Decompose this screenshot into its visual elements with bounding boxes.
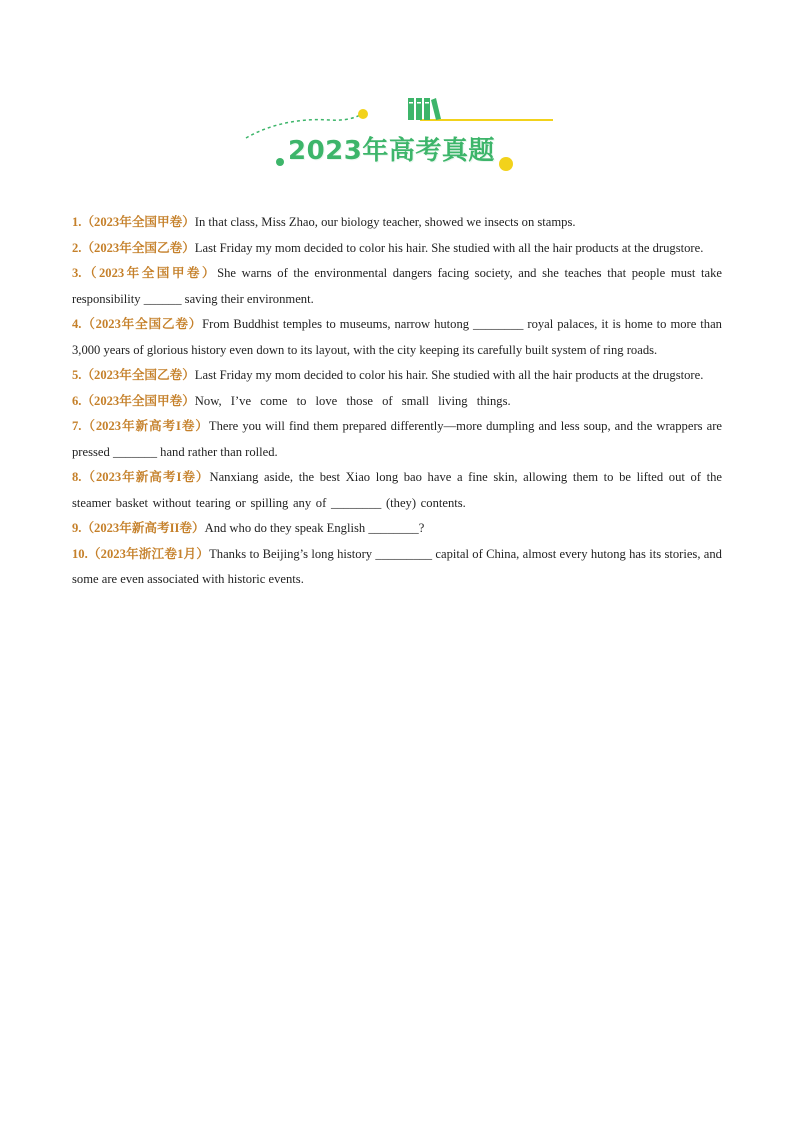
answer-blank: ________ — [368, 521, 419, 535]
answer-blank: ______ — [143, 291, 182, 306]
question-tag: 3.（2023年全国甲卷） — [72, 266, 218, 280]
question-list — [72, 210, 722, 593]
question-tag: 1.（2023年全国甲卷） — [72, 215, 195, 229]
question-3 — [72, 261, 722, 312]
page-title: 2023年高考真题 — [288, 136, 495, 166]
green-dot — [276, 158, 284, 166]
answer-blank: _______ — [112, 444, 158, 459]
yellow-dot — [358, 109, 368, 119]
question-text: Nanxiang aside, the best Xiao long bao have a fine skin, allowing them to be lifted out of the steamer basket without tearing or spilling any of — [72, 470, 722, 510]
yellow-dot-large — [499, 157, 513, 171]
question-text: Now, I’ve come to love those of small living things. — [194, 393, 511, 408]
question-tag: 9.（2023年新高考II卷） — [72, 521, 205, 535]
question-text: saving their environment. — [184, 291, 314, 306]
question-8 — [72, 465, 722, 516]
question-tag: 7.（2023年新高考I卷） — [72, 419, 209, 433]
question-5 — [72, 363, 722, 389]
question-tag: 5.（2023年全国乙卷） — [72, 368, 195, 382]
answer-blank: _________ — [375, 546, 433, 561]
question-text: And who do they speak English — [204, 521, 366, 535]
books-icon — [408, 98, 441, 120]
question-text: In that class, Miss Zhao, our biology teacher, showed we insects on stamps. — [194, 215, 576, 229]
question-tag: 10.（2023年浙江卷1月） — [72, 546, 210, 561]
question-1 — [72, 210, 722, 236]
question-text: capital of China, almost every hutong has its stories, and some are even associated with historic events. — [72, 546, 722, 586]
question-text: ? — [418, 521, 425, 535]
question-9 — [72, 516, 722, 542]
answer-blank: ________ — [473, 317, 524, 331]
question-6 — [72, 389, 722, 415]
question-text: Last Friday my mom decided to color his hair. She studied with all the hair products at the drugstore. — [194, 240, 704, 255]
question-4 — [72, 312, 722, 363]
question-2 — [72, 236, 722, 262]
question-text: From Buddhist temples to museums, narrow hutong — [202, 317, 470, 331]
question-text: Thanks to Beijing’s long history — [209, 546, 373, 561]
answer-blank: ________ — [330, 495, 382, 510]
question-text: She warns of the environmental dangers facing society, and she teaches that people must take responsibility — [72, 266, 722, 306]
question-tag: 4.（2023年全国乙卷） — [72, 317, 203, 331]
section-header — [240, 92, 560, 178]
question-tag: 8.（2023年新高考I卷） — [72, 470, 210, 484]
question-7 — [72, 414, 722, 465]
question-text: Last Friday my mom decided to color his hair. She studied with all the hair products at the drugstore. — [194, 368, 704, 382]
question-tag: 2.（2023年全国乙卷） — [72, 240, 195, 255]
question-text: hand rather than rolled. — [160, 444, 278, 459]
question-text: royal palaces, it is home to more than 3,000 years of glorious history even down to its layout, with the city keeping its carefully built system of ring roads. — [72, 317, 722, 357]
question-10 — [72, 542, 722, 593]
question-tag: 6.（2023年全国甲卷） — [72, 393, 195, 408]
question-text: There you will find them prepared differently—more dumpling and less soup, and the wrappers are pressed — [72, 419, 722, 459]
question-text: (they) contents. — [385, 495, 466, 510]
